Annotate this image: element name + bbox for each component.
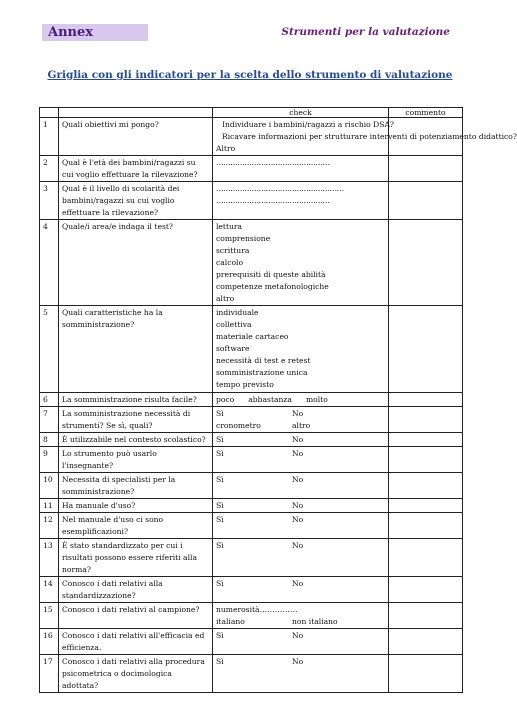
table-row [40,499,463,513]
table-row [40,655,463,693]
option-right[interactable]: non italiano [292,617,338,626]
row-number: 9 [40,447,59,473]
choice-option[interactable]: molto [305,395,328,404]
yes-no-group [216,408,385,420]
row-comment-cell[interactable] [389,433,463,447]
option-right[interactable]: altro [292,421,311,430]
row-comment-cell[interactable] [389,407,463,433]
row-number: 10 [40,473,59,499]
option-left[interactable]: Sì [216,409,224,418]
row-check-cell [213,407,389,433]
option-left[interactable]: Sì [216,435,224,444]
table-row [40,407,463,433]
option-right[interactable]: No [292,579,304,588]
row-question: Quali caratteristiche ha la somministrazione? [59,306,213,393]
choice-option[interactable]: poco [216,395,235,404]
check-option[interactable]: ……………………………………………… [216,184,344,193]
table-row [40,182,463,220]
check-option[interactable]: Altro [216,144,236,153]
row-comment-cell[interactable] [389,603,463,629]
row-comment-cell[interactable] [389,393,463,407]
check-option[interactable]: Individuare i bambini/ragazzi a rischio DSA? [222,120,395,129]
row-question: Quali obiettivi mi pongo? [59,118,213,156]
row-number: 8 [40,433,59,447]
row-question: È stato standardizzato per cui i risultati possono essere riferiti alla norma? [59,539,213,577]
row-comment-cell[interactable] [389,182,463,220]
row-number: 12 [40,513,59,539]
row-comment-cell[interactable] [389,499,463,513]
check-option[interactable]: ………………………………………… [216,196,330,205]
row-question: Qual è l'età dei bambini/ragazzi su cui voglio effettuare la rilevazione? [59,156,213,182]
header-check: check [213,108,389,118]
check-option[interactable]: scrittura [216,246,250,255]
yes-no-group [216,420,385,432]
row-comment-cell[interactable] [389,306,463,393]
header-question [59,108,213,118]
row-number: 4 [40,220,59,306]
table-body [40,118,517,693]
table-row [40,577,463,603]
check-option[interactable]: tempo previsto [216,380,274,389]
row-check-cell [213,393,389,407]
table-row [40,306,463,393]
option-right[interactable]: No [292,515,304,524]
option-left[interactable]: Sì [216,449,224,458]
row-check-cell [213,603,389,629]
option-left[interactable]: Sì [216,657,224,666]
option-right[interactable]: No [292,631,304,640]
yes-no-group [216,448,385,460]
table-row [40,539,463,577]
table-row [40,447,463,473]
table-row [40,473,463,499]
row-number: 3 [40,182,59,220]
row-comment-cell[interactable] [389,629,463,655]
row-number: 1 [40,118,59,156]
row-number: 14 [40,577,59,603]
option-right[interactable]: No [292,409,304,418]
row-check-cell [213,539,389,577]
row-check-cell [213,156,389,182]
row-comment-cell[interactable] [389,539,463,577]
indicators-table [39,107,517,693]
row-comment-cell[interactable] [389,220,463,306]
section-title: Strumenti per la valutazione [281,26,450,38]
row-question: Lo strumento può usarlo l'insegnante? [59,447,213,473]
table-row [40,629,463,655]
check-option[interactable]: altro [216,294,235,303]
row-number: 7 [40,407,59,433]
option-right[interactable]: No [292,449,304,458]
yes-no-group [216,630,385,642]
row-check-cell [213,655,389,693]
table-row [40,156,463,182]
row-question: La somministrazione risulta facile? [59,393,213,407]
check-option[interactable]: calcolo [216,258,244,267]
annex-label: Annex [48,25,94,40]
row-check-cell [213,118,517,156]
row-question: La somministrazione necessità di strumenti? Se sì, quali? [59,407,213,433]
numerosity-field[interactable]: numerosità…………… [216,605,298,614]
row-question: Conosco i dati relativi alla standardizzazione? [59,577,213,603]
row-check-cell [213,182,389,220]
option-left[interactable]: Sì [216,501,224,510]
row-check-cell [213,220,389,306]
table-row [40,118,463,156]
row-number: 11 [40,499,59,513]
row-question: Conosco i dati relativi al campione? [59,603,213,629]
row-question: È utilizzabile nel contesto scolastico? [59,433,213,447]
table-row [40,603,463,629]
row-check-cell [213,499,389,513]
option-left[interactable]: Sì [216,579,224,588]
option-left[interactable]: Sì [216,475,224,484]
row-check-cell [213,306,389,393]
row-question: Qual è il livello di scolarità dei bambini/ragazzi su cui voglio effettuare la rilevazione? [59,182,213,220]
choice-group [216,394,385,406]
row-question: Nel manuale d'uso ci sono esemplificazioni? [59,513,213,539]
row-question: Ha manuale d'uso? [59,499,213,513]
row-comment-cell[interactable] [389,655,463,693]
option-right[interactable]: No [292,475,304,484]
yes-no-group [216,500,385,512]
row-question: Quale/i area/e indaga il test? [59,220,213,306]
row-check-cell [213,513,389,539]
yes-no-group [216,616,385,628]
row-comment-cell[interactable] [389,577,463,603]
option-left[interactable]: Sì [216,515,224,524]
check-option[interactable]: comprensione [216,234,271,243]
row-comment-cell[interactable] [389,513,463,539]
check-option[interactable]: prerequisiti di queste abilità [216,270,326,279]
row-comment-cell[interactable] [389,473,463,499]
check-option[interactable]: collettiva [216,320,252,329]
yes-no-group [216,434,385,446]
option-left[interactable]: italiano [216,617,245,626]
option-right[interactable]: No [292,541,304,550]
row-comment-cell[interactable] [389,447,463,473]
row-question: Necessita di specialisti per la somministrazione? [59,473,213,499]
table-row [40,393,463,407]
row-check-cell [213,447,389,473]
row-check-cell [213,473,389,499]
yes-no-group [216,474,385,486]
table-row [40,433,463,447]
yes-no-group [216,656,385,668]
check-option[interactable]: Ricavare informazioni per strutturare interventi di potenziamento didattico? [222,132,517,141]
row-number: 16 [40,629,59,655]
option-left[interactable]: cronometro [216,421,261,430]
row-number: 2 [40,156,59,182]
header-comments: commento [389,108,463,118]
option-right[interactable]: No [292,501,304,510]
check-option[interactable]: necessità di test e retest [216,356,311,365]
check-option[interactable]: individuale [216,308,259,317]
row-question: Conosco i dati relativi alla procedura psicometrica o docimologica adottata? [59,655,213,693]
row-check-cell [213,577,389,603]
row-number: 5 [40,306,59,393]
row-number: 15 [40,603,59,629]
check-option[interactable]: somministrazione unica [216,368,308,377]
row-number: 13 [40,539,59,577]
row-comment-cell[interactable] [389,156,463,182]
yes-no-group [216,578,385,590]
row-check-cell [213,433,389,447]
check-option[interactable]: software [216,344,250,353]
table-header-row [40,108,463,118]
check-option[interactable]: materiale cartaceo [216,332,289,341]
table-row [40,513,463,539]
document-title: Griglia con gli indicatori per la scelta dello strumento di valutazione [47,69,453,81]
option-right[interactable]: No [292,435,304,444]
header-num [40,108,59,118]
table-row [40,220,463,306]
option-left[interactable]: Sì [216,631,224,640]
yes-no-group [216,540,385,552]
row-question: Conosco i dati relativi all'efficacia ed efficienza. [59,629,213,655]
option-left[interactable]: Sì [216,541,224,550]
row-number: 17 [40,655,59,693]
option-right[interactable]: No [292,657,304,666]
check-option[interactable]: ………………………………………… [216,158,330,167]
yes-no-group [216,514,385,526]
check-option[interactable]: competenze metafonologiche [216,282,329,291]
check-option[interactable]: lettura [216,222,243,231]
row-check-cell [213,629,389,655]
row-number: 6 [40,393,59,407]
choice-option[interactable]: abbastanza [248,395,292,404]
